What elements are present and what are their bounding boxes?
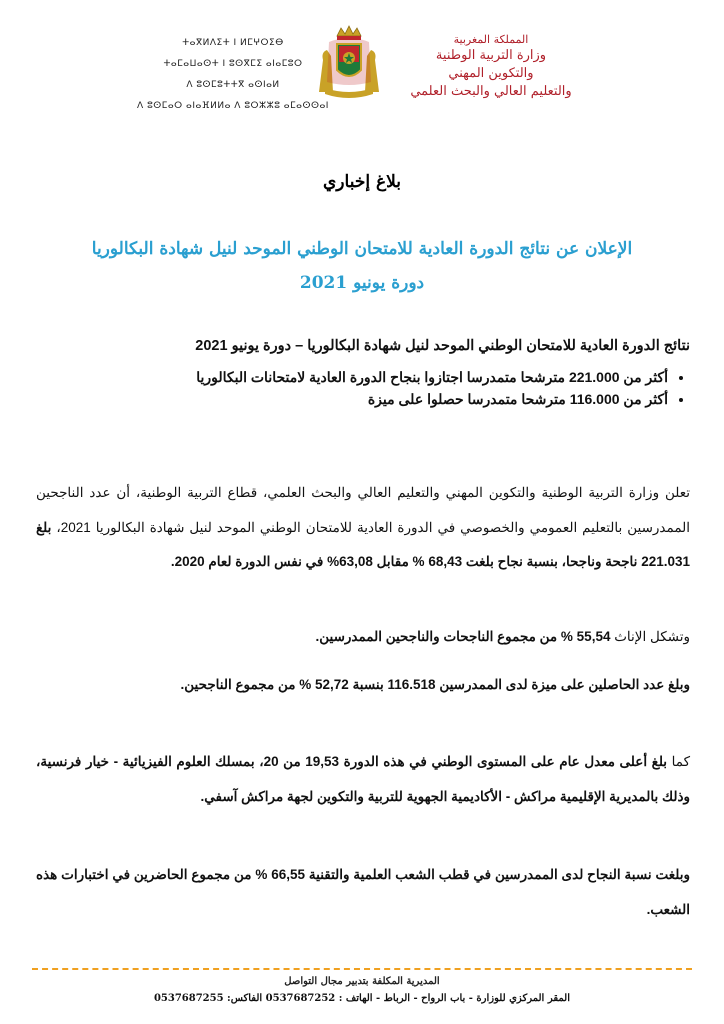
footer-department: المديرية المكلفة بتدبير مجال التواصل [284, 976, 440, 987]
paragraph-honors [36, 668, 690, 703]
paragraph-text: كما [667, 754, 690, 769]
paragraph-results [36, 476, 690, 580]
paragraph-bold-text: بلغ 221.031 ناجحة وناجحا، بنسبة نجاح بلغت 68,43 % مقابل 63,08% في نفس الدورة لعام 2020. [36, 519, 690, 569]
header-tifinagh-line: ⴷ ⵓⵙⵎⴰⵔ ⴰⵏⴰⴼⵍⵍⴰ ⴷ ⵓⵔⵣⵣⵓ ⴰⵎⴰⵙⵙⴰⵏ [137, 101, 329, 111]
paragraph-science-rate [36, 858, 690, 927]
ministry-header-tifinagh [118, 33, 348, 117]
paragraph-female-share [36, 620, 690, 655]
header-arabic-line: وزارة التربية الوطنية [435, 48, 547, 63]
subtitle-line: الإعلان عن نتائج الدورة العادية للامتحان الوطني الموحد لنيل شهادة البكالوريا [91, 239, 633, 259]
header-arabic-line: والتكوين المهني [448, 66, 534, 81]
paragraph-bold-text: بلغ أعلى معدل عام على المستوى الوطني في هذه الدورة 19,53 من 20، بمسلك العلوم الفيزيائية - خيار فرنسية، وذلك بالمديرية الإقليمية مراكش - الأكاديمية الجهوية للتربية والتكوين لجهة مراكش آسفي. [36, 754, 690, 804]
press-release-title: بلاغ إخباري [323, 172, 401, 192]
list-item: • أكثر من 116.000 مترشحا متمدرسا حصلوا على ميزة [36, 388, 668, 410]
ministry-header-arabic [376, 32, 606, 101]
subtitle-line: دورة يونيو 2021 [299, 273, 425, 293]
header-tifinagh-line: ⵜⴰⴳⵍⴷⵉⵜ ⵏ ⵍⵎⵖⵔⵉⴱ [182, 38, 284, 48]
list-item: • أكثر من 221.000 مترشحا متمدرسا اجتازوا بنجاح الدورة العادية لامتحانات البكالوريا [36, 366, 668, 388]
paragraph-text: وبلغ عدد الحاصلين على ميزة لدى الممدرسين 116.518 بنسبة 52,72 % من مجموع الناجحين. [180, 677, 690, 692]
paragraph-text: وتشكل الإناث [610, 629, 690, 644]
paragraph-top-score [36, 745, 690, 814]
header-tifinagh-line: ⴷ ⵓⵙⵎⵓⵜⵜⴳ ⴰⵙⵏⴰⵍ [186, 80, 280, 90]
paragraph-bold-text: 55,54 % من مجموع الناجحات والناجحين الممدرسين. [315, 629, 611, 644]
paragraph-text: تعلن وزارة التربية الوطنية والتكوين المهني والتعليم العالي والبحث العلمي، قطاع التربية الوطنية، أن عدد الناجحين الممدرسين بالتعليم العمومي والخصوصي في الدورة العادية للامتحان الوطني الموحد لنيل شهادة البكالوريا 2021، [36, 485, 690, 535]
header-arabic-line: المملكة المغربية [453, 33, 529, 46]
footer-divider [32, 968, 692, 970]
announcement-subtitle [0, 232, 724, 300]
header-tifinagh-line: ⵜⴰⵎⴰⵡⴰⵙⵜ ⵏ ⵓⵙⴳⵎⵉ ⴰⵏⴰⵎⵓⵔ [163, 59, 303, 69]
paragraph-text: وبلغت نسبة النجاح لدى الممدرسين في قطب الشعب العلمية والتقنية 66,55 % من مجموع الحاضرين في اختبارات هذه الشعب. [36, 867, 690, 917]
summary-section [36, 338, 690, 410]
highlights-list [36, 366, 690, 410]
lead-heading: نتائج الدورة العادية للامتحان الوطني الموحد لنيل شهادة البكالوريا – دورة يونيو 2021 [195, 338, 690, 354]
header-arabic-line: والتعليم العالي والبحث العلمي [410, 84, 572, 99]
footer-contact: المقر المركزي للوزارة - باب الرواح - الرباط - الهاتف : 0537687252 الفاكس: 0537687255 [153, 993, 571, 1004]
footer [0, 974, 724, 1008]
